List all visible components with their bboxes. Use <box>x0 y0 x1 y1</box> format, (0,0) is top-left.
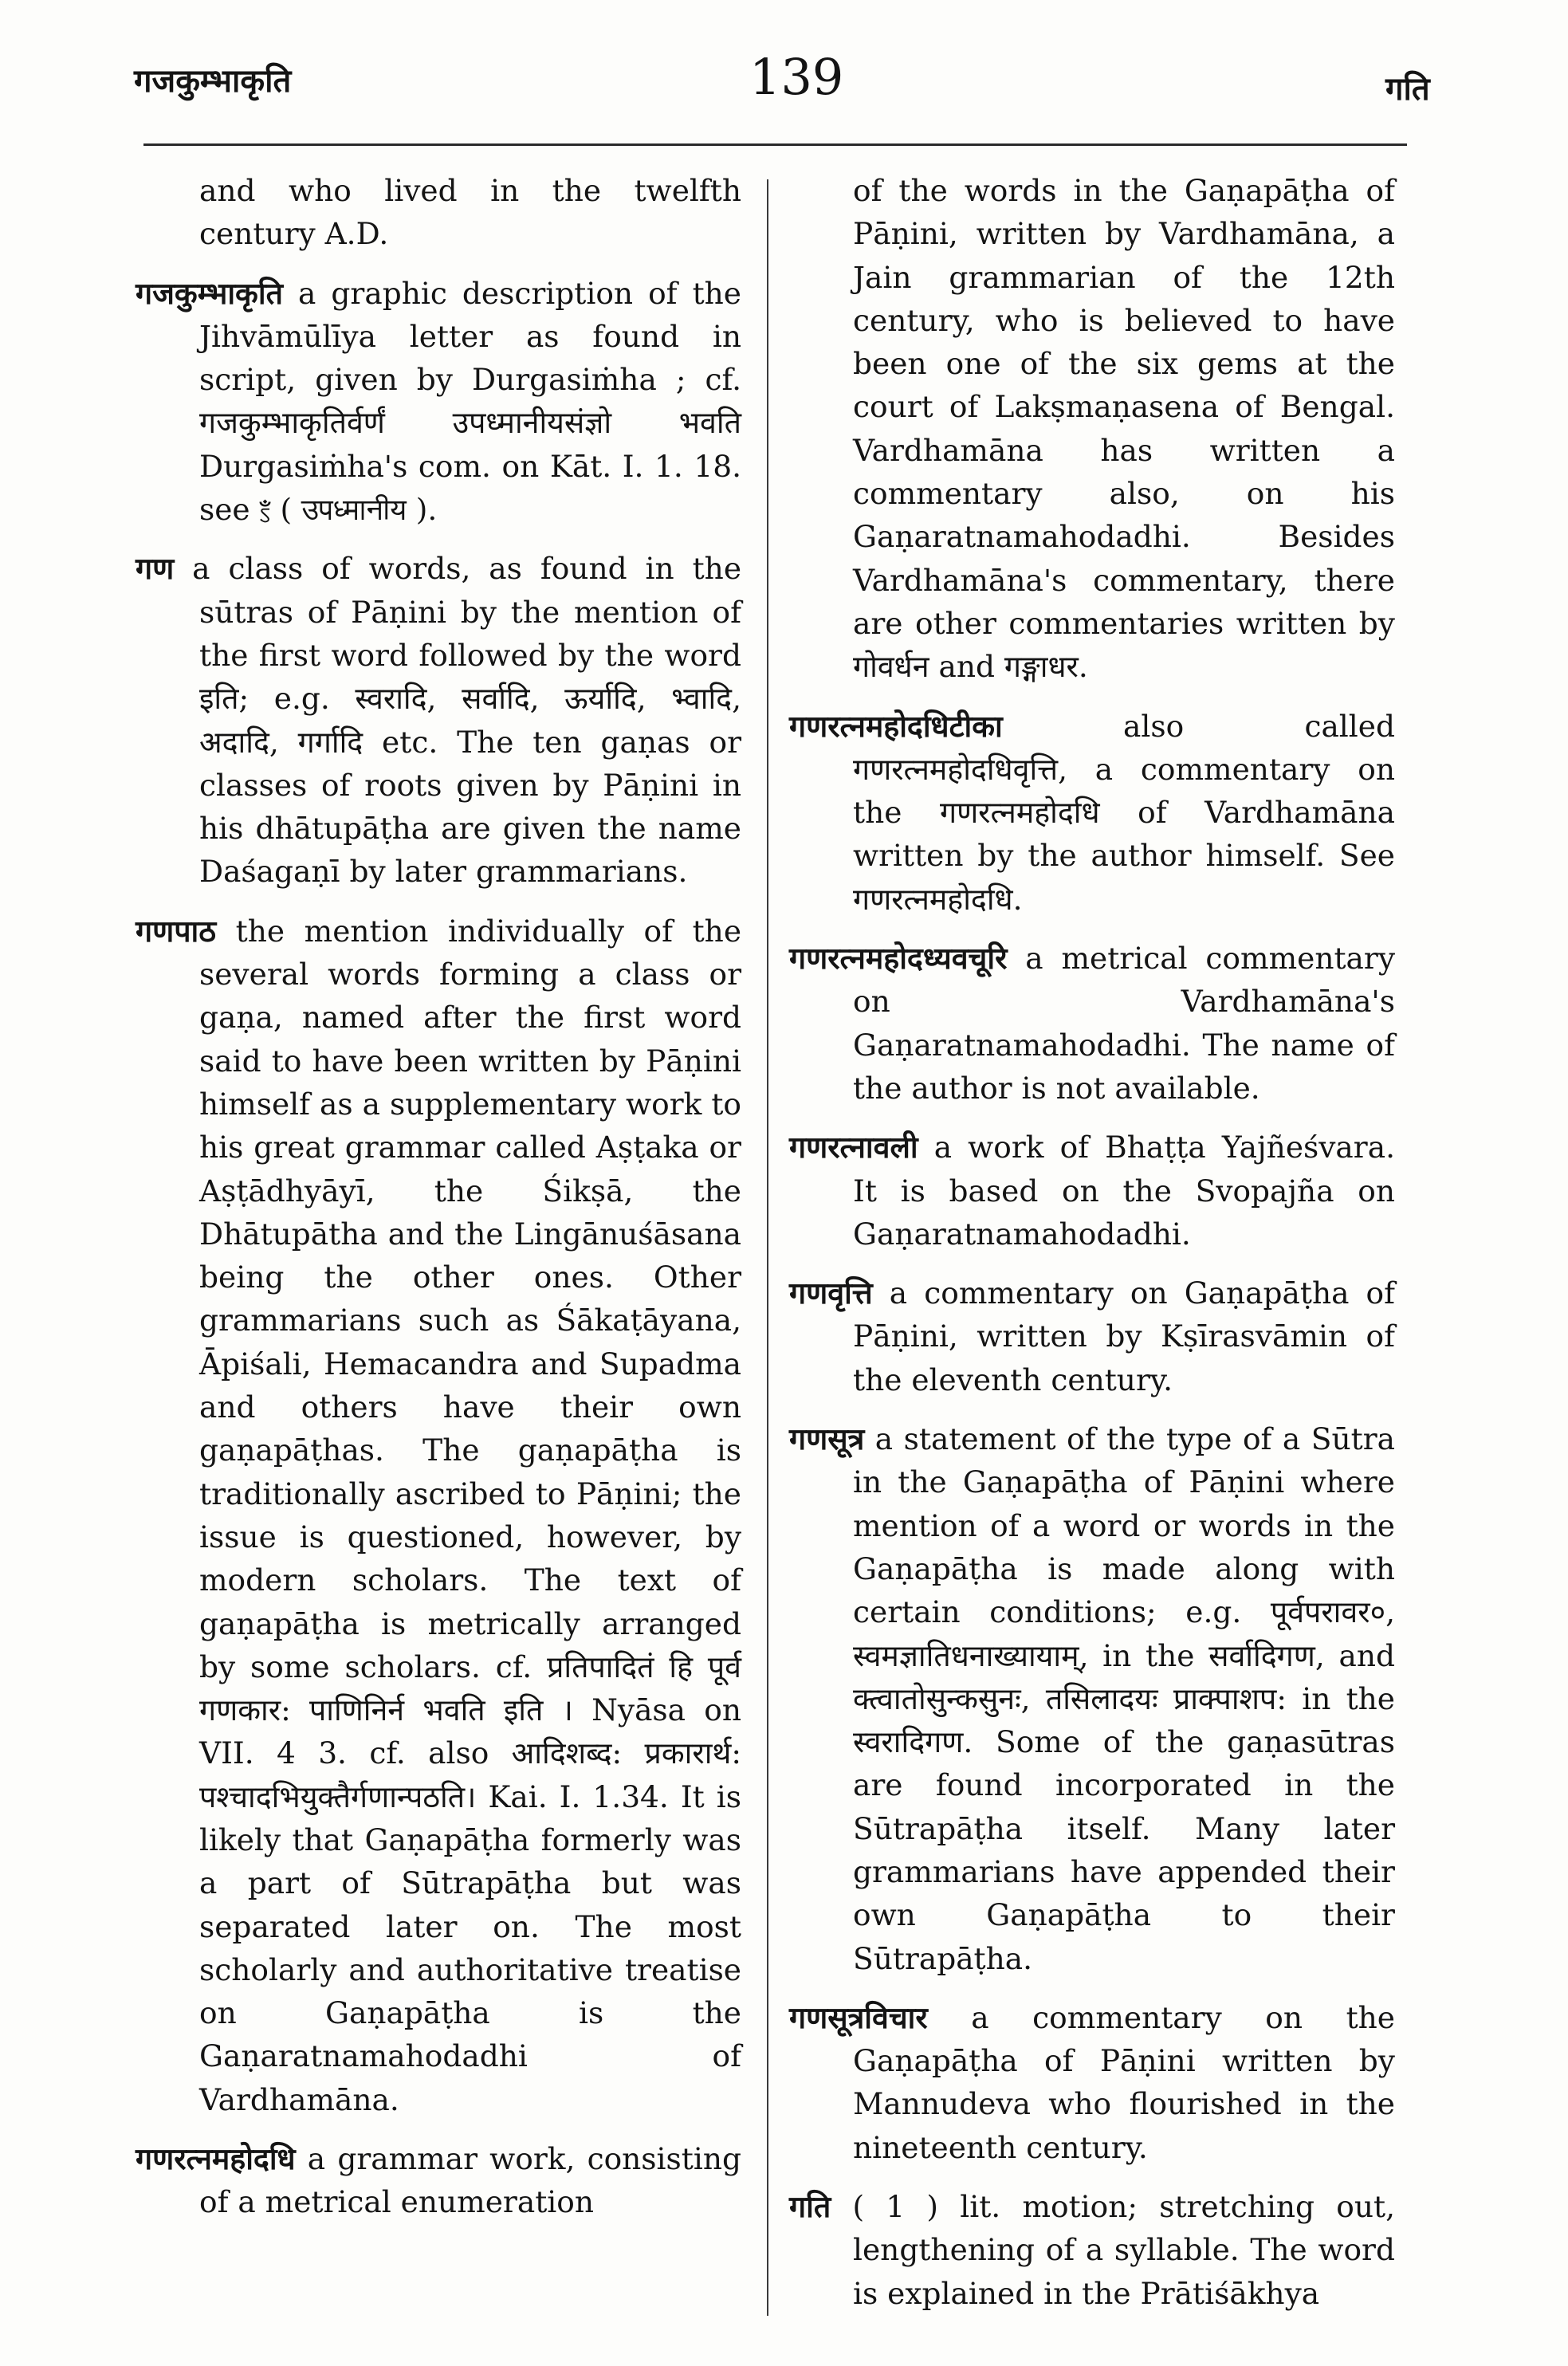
left-column <box>136 169 741 2240</box>
entry-headword: गणरत्नमहोदध्यवचूरि <box>789 941 1008 977</box>
entry-definition: a statement of the type of a Sūtra in the Gaṇapāṭha of Pāṇini where mention of a word or words in the Gaṇapāṭha is made along with certain conditions; e.g. पूर्वपरावर०, स्वमज्ञातिधनाख्यायाम्, in the सर्वादिगण, and क्त्वातोसुन्कसुनः, तसिलादयः प्राक्पाशप: in the स्वरादिगण. Some of the gaṇasūtras are found incorporated in the Sūtrapāṭha itself. Many later grammarians have appended their own Gaṇapāṭha to their Sūtrapāṭha. <box>853 1421 1395 1976</box>
dictionary-entry <box>789 1417 1395 1980</box>
header-first-word: गजकुम्भाकृति <box>134 62 292 100</box>
entry-headword: गणसूत्रविचार <box>789 1999 928 2035</box>
dictionary-entry <box>136 2137 741 2224</box>
entry-headword: गणपाठ <box>136 913 217 949</box>
dictionary-entry <box>789 1996 1395 2169</box>
entry-definition: ( 1 ) lit. motion; stretching out, lengthening of a syllable. The word is explained in the Prātiśākhya <box>852 2189 1396 2311</box>
entry-headword: गणवृत्ति <box>789 1275 873 1311</box>
entry-definition: a commentary on Gaṇapāṭha of Pāṇini, written by Kṣīrasvāmin of the eleventh century. <box>853 1275 1395 1397</box>
entry-definition: a grammar work, consisting of a metrical enumeration <box>199 2141 741 2220</box>
entry-headword: गणरत्नमहोदधिटीका <box>789 708 1003 744</box>
dictionary-entry <box>136 547 741 893</box>
header-last-word: गति <box>1385 70 1430 108</box>
page-header <box>0 48 1568 120</box>
entry-headword: गणरत्नावली <box>789 1130 918 1165</box>
entry-headword: गति <box>789 2189 831 2225</box>
entry-definition: a work of Bhaṭṭa Yajñeśvara. It is based on the Svopajña on Gaṇaratnamahodadhi. <box>853 1130 1395 1252</box>
dictionary-entry <box>789 1126 1395 1256</box>
entry-headword: गणरत्नमहोदधि <box>136 2141 296 2177</box>
column-divider <box>767 179 768 2316</box>
dictionary-entry <box>789 937 1395 1110</box>
continued-entry-text: of the words in the Gaṇapāṭha of Pāṇini, written by Vardhamāna, a Jain grammarian of the 12th century, who is believed to have been one of the six gems at the court of Lakṣmaṇasena of Bengal. Vardhamāna has written a commentary also, on his Gaṇaratnamahodadhi. Besides Vardhamāna's commentary, there are other commentaries written by गोवर्धन and गङ्गाधर. <box>853 173 1395 685</box>
dictionary-entry <box>789 2185 1395 2315</box>
page-number: 139 <box>749 48 844 106</box>
entry-headword: गण <box>136 551 175 587</box>
entry-headword: गणसूत्र <box>789 1421 865 1457</box>
dictionary-entry <box>789 1271 1395 1401</box>
entry-definition: also called गणरत्नमहोदधिवृत्ति, a commentary on the गणरत्नमहोदधि of Vardhamāna written by the author himself. See गणरत्नमहोदधि. <box>853 708 1395 917</box>
entry-definition: the mention individually of the several words forming a class or gaṇa, named after the first word said to have been written by Pāṇini himself as a supplementary work to his great grammar called Aṣṭaka or Aṣṭādhyāyī, the Śikṣā, the Dhātupātha and the Lingānuśāsana being the other ones. Other grammarians such as Śākaṭāyana, Āpiśali, Hemacandra and Supadma and others have their own gaṇapāṭhas. The gaṇapāṭha is traditionally ascribed to Pāṇini; the issue is questioned, however, by modern scholars. The text of gaṇapāṭha is metrically arranged by some scholars. cf. प्रतिपादितं हि पूर्व गणकार: पाणिनिर्न भवति इति । Nyāsa on VII. 4 3. cf. also आदिशब्द: प्रकारार्थ: पश्चादभियुक्तैर्गणान्पठति। Kai. I. 1.34. It is likely that Gaṇapāṭha formerly was a part of Sūtrapāṭha but was separated later on. The most scholarly and authoritative treatise on Gaṇapāṭha is the Gaṇaratnamahodadhi of Vardhamāna. <box>199 913 742 2117</box>
entry-definition: a metrical commentary on Vardhamāna's Gaṇaratnamahodadhi. The name of the author is not available. <box>853 941 1396 1106</box>
dictionary-entry <box>136 910 741 2121</box>
entry-definition: a graphic description of the Jihvāmūlīya letter as found in script, given by Durgasiṁha ; cf. गजकुम्भाकृतिर्वर्णं उपध्मानीयसंज्ञो भवति Durgasiṁha's com. on Kāt. I. 1. 18. see ꣷ ( उपध्मानीय ). <box>199 275 741 528</box>
dictionary-entry <box>136 272 741 532</box>
header-rule <box>143 143 1407 146</box>
dictionary-entry <box>789 705 1395 921</box>
continued-entry-text: and who lived in the twelfth century A.D. <box>199 173 741 252</box>
entry-headword: गजकुम्भाकृति <box>136 275 283 311</box>
entry-definition: a class of words, as found in the sūtras of Pāṇini by the mention of the first word followed by the word इति; e.g. स्वरादि, सर्वादि, ऊर्यादि, भ्वादि, अदादि, गर्गादि etc. The ten gaṇas or classes of roots given by Pāṇini in his dhātupāṭha are given the name Daśagaṇī by later grammarians. <box>192 551 742 890</box>
right-column <box>789 169 1395 2331</box>
entry-definition: a commentary on the Gaṇapāṭha of Pāṇini written by Mannudeva who flourished in the nineteenth century. <box>853 1999 1396 2165</box>
